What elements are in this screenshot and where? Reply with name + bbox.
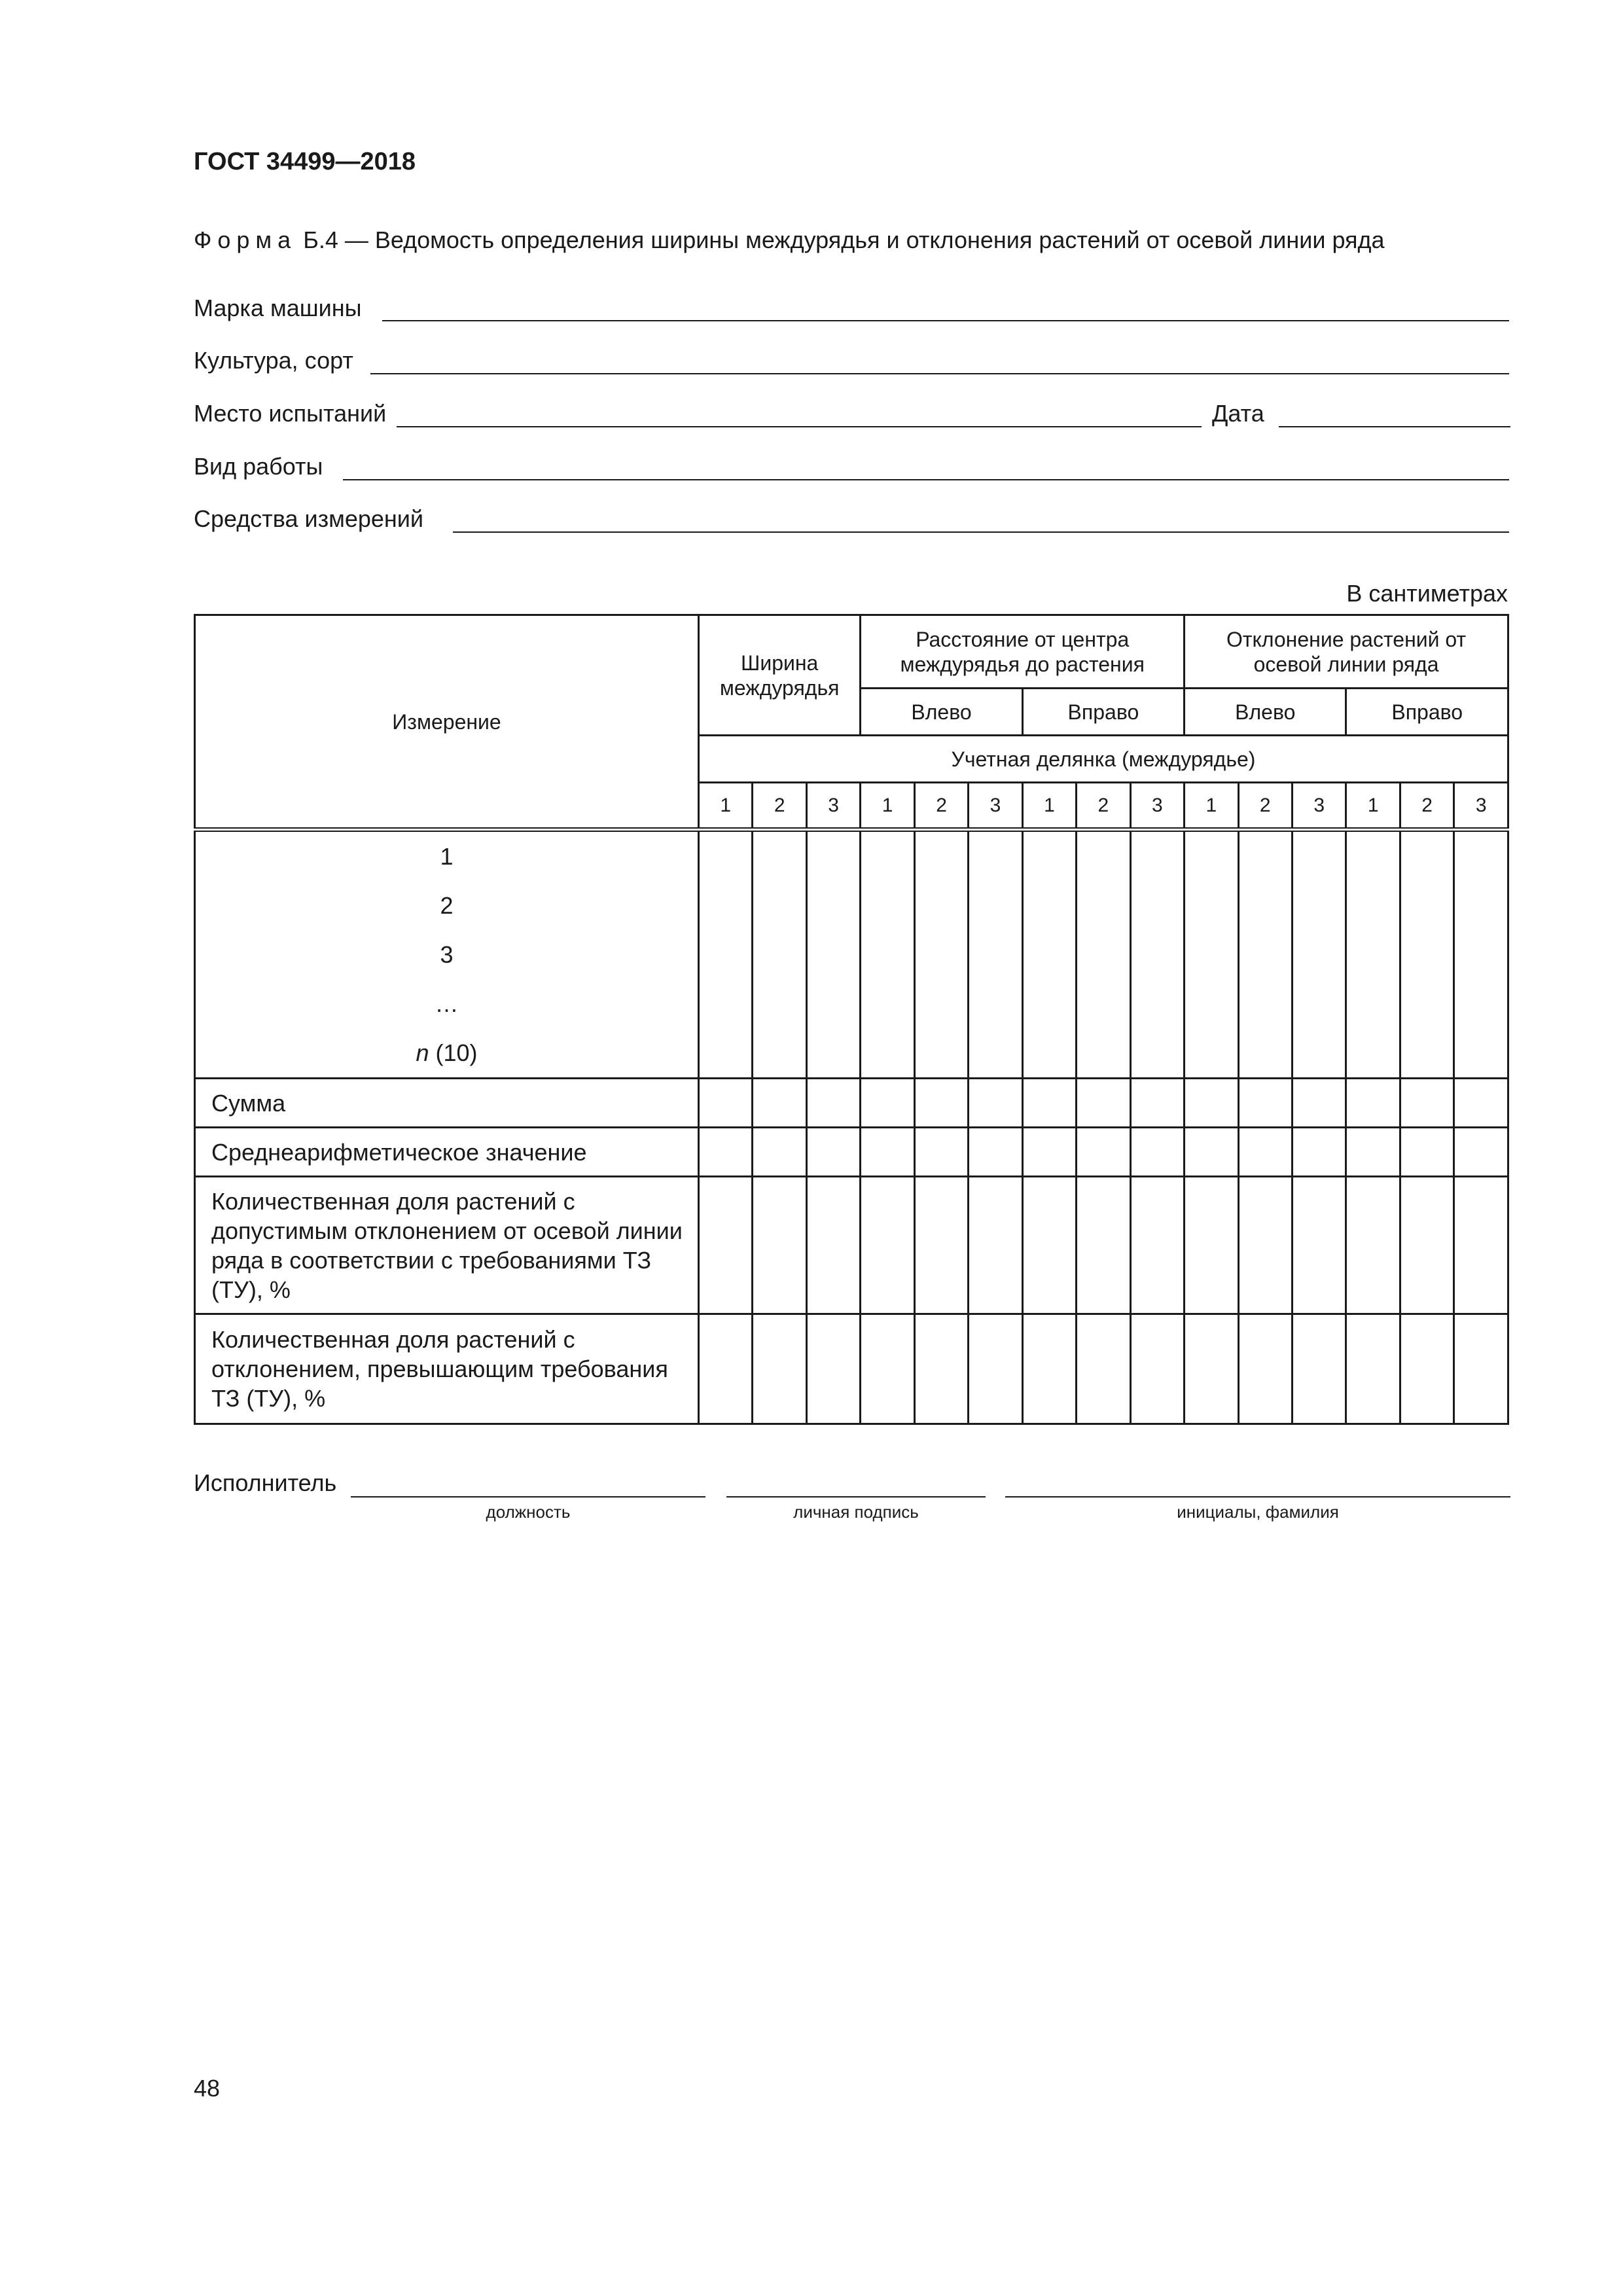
data-cell[interactable]: [1077, 1079, 1130, 1128]
page-number: 48: [194, 2075, 221, 2102]
plot-number: 1: [1346, 783, 1400, 830]
crop-variety-field[interactable]: [370, 373, 1509, 374]
measurement-item: 1: [440, 843, 454, 870]
data-cell[interactable]: [1077, 1177, 1130, 1314]
data-cell[interactable]: [969, 1079, 1022, 1128]
data-cell[interactable]: [1238, 1314, 1292, 1424]
data-cell[interactable]: [1346, 1079, 1400, 1128]
data-cell[interactable]: [1130, 1128, 1184, 1177]
measurement-item: 3: [440, 941, 454, 968]
data-cell[interactable]: [806, 830, 860, 1079]
data-cell[interactable]: [1022, 830, 1076, 1079]
data-cell[interactable]: [1346, 1128, 1400, 1177]
data-cell[interactable]: [1022, 1314, 1076, 1424]
data-cell[interactable]: [1400, 1177, 1454, 1314]
data-cell[interactable]: [1292, 1314, 1346, 1424]
plot-number: 1: [861, 783, 914, 830]
data-cell[interactable]: [1400, 1079, 1454, 1128]
signature-caption: личная подпись: [793, 1502, 919, 1522]
data-cell[interactable]: [806, 1128, 860, 1177]
test-place-label: Место испытаний: [194, 400, 387, 427]
data-cell[interactable]: [861, 1177, 914, 1314]
data-cell[interactable]: [1292, 1079, 1346, 1128]
header-deviation-right: Вправо: [1346, 689, 1508, 736]
data-cell[interactable]: [806, 1314, 860, 1424]
data-cell[interactable]: [806, 1079, 860, 1128]
plot-number: 2: [1238, 783, 1292, 830]
data-cell[interactable]: [1022, 1079, 1076, 1128]
data-cell[interactable]: [1185, 830, 1238, 1079]
data-cell[interactable]: [1238, 1128, 1292, 1177]
data-cell[interactable]: [1400, 1128, 1454, 1177]
plot-number: 2: [1077, 783, 1130, 830]
data-cell[interactable]: [1185, 1079, 1238, 1128]
data-cell[interactable]: [1238, 1177, 1292, 1314]
measurement-item: 2: [440, 892, 454, 919]
initials-field[interactable]: [1005, 1496, 1510, 1498]
data-cell[interactable]: [1454, 1314, 1508, 1424]
data-cell[interactable]: [1454, 1079, 1508, 1128]
plot-number: 3: [969, 783, 1022, 830]
data-cell[interactable]: [914, 1177, 968, 1314]
data-cell[interactable]: [753, 1314, 806, 1424]
executor-label: Исполнитель: [194, 1469, 337, 1496]
data-cell[interactable]: [699, 1314, 753, 1424]
data-cell[interactable]: [1238, 1079, 1292, 1128]
data-cell[interactable]: [861, 1079, 914, 1128]
test-place-field[interactable]: [397, 426, 1202, 427]
data-cell[interactable]: [914, 830, 968, 1079]
standard-code: ГОСТ 34499—2018: [194, 148, 416, 175]
position-caption: должность: [486, 1502, 571, 1522]
data-cell[interactable]: [1454, 830, 1508, 1079]
header-measurement: Измерение: [195, 615, 699, 830]
date-field[interactable]: [1279, 426, 1510, 427]
data-cell[interactable]: [861, 1314, 914, 1424]
share-exceeding-row: [195, 1314, 1508, 1424]
work-type-label: Вид работы: [194, 453, 323, 480]
data-cell[interactable]: [914, 1079, 968, 1128]
data-cell[interactable]: [1400, 1314, 1454, 1424]
data-cell[interactable]: [1346, 1177, 1400, 1314]
position-field[interactable]: [351, 1496, 705, 1498]
data-cell[interactable]: [1185, 1128, 1238, 1177]
data-cell[interactable]: [1022, 1128, 1076, 1177]
data-cell[interactable]: [969, 1177, 1022, 1314]
machine-brand-field[interactable]: [382, 320, 1509, 321]
plot-number: 2: [1400, 783, 1454, 830]
data-cell[interactable]: [753, 830, 806, 1079]
plot-number: 3: [1292, 783, 1346, 830]
machine-brand-label: Марка машины: [194, 295, 362, 321]
form-prefix: Форма: [194, 226, 297, 253]
data-cell[interactable]: [1077, 830, 1130, 1079]
mean-label: Среднеарифметическое значение: [195, 1128, 699, 1177]
share-allowed-text: Количественная доля растений с допустимым отклонением от осевой линии ряда в соответствии с требованиями ТЗ (ТУ), %: [211, 1187, 683, 1303]
plot-number: 1: [1022, 783, 1076, 830]
data-cell[interactable]: [914, 1128, 968, 1177]
data-cell[interactable]: [1130, 830, 1184, 1079]
data-cell[interactable]: [1077, 1314, 1130, 1424]
share-exceeding-text: Количественная доля растений с отклонением, превышающим требования ТЗ (ТУ), %: [211, 1326, 668, 1412]
measurement-rows: [195, 830, 1508, 1079]
data-cell[interactable]: [1292, 830, 1346, 1079]
data-cell[interactable]: [1292, 1128, 1346, 1177]
data-cell[interactable]: [1185, 1314, 1238, 1424]
data-cell[interactable]: [699, 1177, 753, 1314]
plot-number: 1: [1185, 783, 1238, 830]
plot-number: 1: [699, 783, 753, 830]
data-cell[interactable]: [1077, 1128, 1130, 1177]
data-cell[interactable]: [1454, 1177, 1508, 1314]
measurement-item: …: [435, 990, 459, 1017]
signature-field[interactable]: [726, 1496, 986, 1498]
plot-number: 2: [914, 783, 968, 830]
header-distance-center: Расстояние от центра междурядья до растения: [861, 615, 1185, 689]
form-title: [194, 226, 1385, 254]
data-cell[interactable]: [914, 1314, 968, 1424]
data-cell[interactable]: [969, 1314, 1022, 1424]
data-cell[interactable]: [861, 830, 914, 1079]
header-deviation: Отклонение растений от осевой линии ряда: [1185, 615, 1508, 689]
form-title-text: Б.4 — Ведомость определения ширины междурядья и отклонения растений от осевой линии ряда: [303, 226, 1385, 253]
units-note: В сантиметрах: [1346, 580, 1508, 607]
plot-number: 3: [1130, 783, 1184, 830]
work-type-field[interactable]: [343, 479, 1509, 480]
share-allowed-row: [195, 1177, 1508, 1314]
initials-caption: инициалы, фамилия: [1177, 1502, 1339, 1522]
data-cell[interactable]: [753, 1177, 806, 1314]
data-cell[interactable]: [699, 830, 753, 1079]
data-cell[interactable]: [969, 830, 1022, 1079]
measuring-tools-label: Средства измерений: [194, 505, 424, 532]
data-cell[interactable]: [1400, 830, 1454, 1079]
mean-row: [195, 1128, 1508, 1177]
data-cell[interactable]: [1346, 830, 1400, 1079]
header-deviation-left: Влево: [1185, 689, 1346, 736]
data-cell[interactable]: [753, 1079, 806, 1128]
data-cell[interactable]: [1238, 830, 1292, 1079]
plot-number: 3: [1454, 783, 1508, 830]
data-cell[interactable]: [861, 1128, 914, 1177]
data-cell[interactable]: [806, 1177, 860, 1314]
plot-number: 3: [806, 783, 860, 830]
measurement-list: [195, 830, 699, 1079]
data-cell[interactable]: [1130, 1314, 1184, 1424]
measurement-table: [194, 614, 1509, 1425]
data-cell[interactable]: [699, 1128, 753, 1177]
header-distance-left: Влево: [861, 689, 1022, 736]
data-cell[interactable]: [1130, 1079, 1184, 1128]
share-exceeding-label: [195, 1314, 699, 1424]
data-cell[interactable]: [699, 1079, 753, 1128]
data-cell[interactable]: [753, 1128, 806, 1177]
data-cell[interactable]: [1022, 1177, 1076, 1314]
header-row-width: Ширина междурядья: [699, 615, 861, 736]
share-allowed-label: [195, 1177, 699, 1314]
header-distance-right: Вправо: [1022, 689, 1184, 736]
crop-variety-label: Культура, сорт: [194, 347, 353, 374]
measurement-item-last: n (10): [416, 1039, 478, 1066]
data-cell[interactable]: [1346, 1314, 1400, 1424]
data-cell[interactable]: [1185, 1177, 1238, 1314]
data-cell[interactable]: [1130, 1177, 1184, 1314]
plot-number: 2: [753, 783, 806, 830]
sum-row: [195, 1079, 1508, 1128]
measuring-tools-field[interactable]: [453, 531, 1509, 533]
data-cell[interactable]: [1454, 1128, 1508, 1177]
date-label: Дата: [1212, 400, 1264, 427]
data-cell[interactable]: [969, 1128, 1022, 1177]
data-cell[interactable]: [1292, 1177, 1346, 1314]
sum-label: Сумма: [195, 1079, 699, 1128]
header-plot: Учетная делянка (междурядье): [699, 736, 1508, 783]
